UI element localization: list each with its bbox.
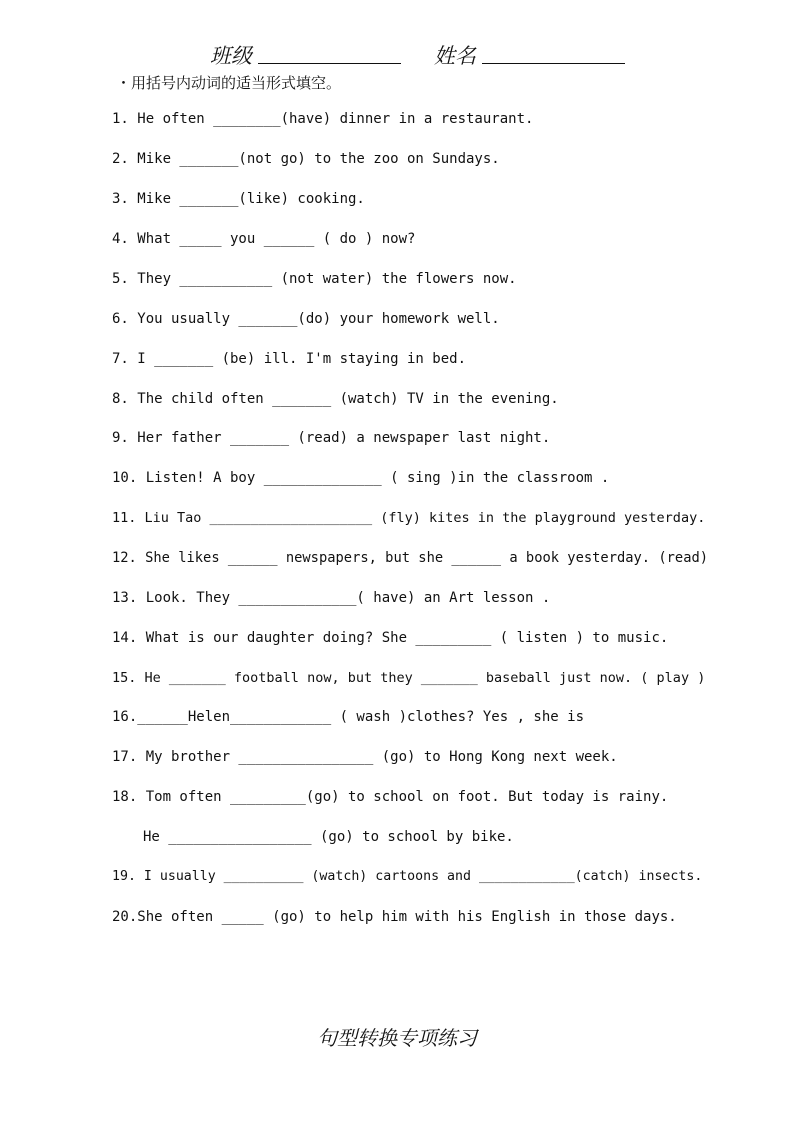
name-label: 姓名 <box>434 44 476 68</box>
question-5: 5. They ___________ (not water) the flowers now. <box>112 271 517 287</box>
question-13: 13. Look. They ______________( have) an Art lesson . <box>112 590 551 606</box>
question-3: 3. Mike _______(like) cooking. <box>112 191 365 207</box>
class-blank-line <box>258 63 401 64</box>
question-16: 16.______Helen____________ ( wash )clothes? Yes , she is <box>112 709 585 725</box>
question-19: 19. I usually __________ (watch) cartoons and ____________(catch) insects. <box>112 869 703 884</box>
question-7: 7. I _______ (be) ill. I'm staying in bed. <box>112 351 467 367</box>
question-18: 18. Tom often _________(go) to school on foot. But today is rainy. <box>112 789 669 805</box>
question-9: 9. Her father _______ (read) a newspaper last night. <box>112 430 551 446</box>
instruction: ・用括号内动词的适当形式填空。 <box>116 74 342 92</box>
question-10: 10. Listen! A boy ______________ ( sing )in the classroom . <box>112 470 610 486</box>
question-12: 12. She likes ______ newspapers, but she ______ a book yesterday. (read) <box>112 550 709 566</box>
question-14: 14. What is our daughter doing? She _________ ( listen ) to music. <box>112 630 669 646</box>
question-8: 8. The child often _______ (watch) TV in the evening. <box>112 391 559 407</box>
question-17: 17. My brother ________________ (go) to Hong Kong next week. <box>112 749 618 765</box>
header <box>0 38 794 68</box>
question-4: 4. What _____ you ______ ( do ) now? <box>112 231 416 247</box>
name-blank-line <box>482 63 625 64</box>
question-20: 20.She often _____ (go) to help him with his English in those days. <box>112 909 677 925</box>
footer-title: 句型转换专项练习 <box>317 1026 477 1050</box>
question-18-continuation: He _________________ (go) to school by bike. <box>143 829 514 845</box>
question-2: 2. Mike _______(not go) to the zoo on Sundays. <box>112 151 500 167</box>
class-label: 班级 <box>210 44 252 68</box>
question-11: 11. Liu Tao ____________________ (fly) kites in the playground yesterday. <box>112 510 706 526</box>
question-15: 15. He _______ football now, but they _______ baseball just now. ( play ) <box>112 670 706 686</box>
question-1: 1. He often ________(have) dinner in a restaurant. <box>112 111 534 127</box>
question-6: 6. You usually _______(do) your homework well. <box>112 311 500 327</box>
